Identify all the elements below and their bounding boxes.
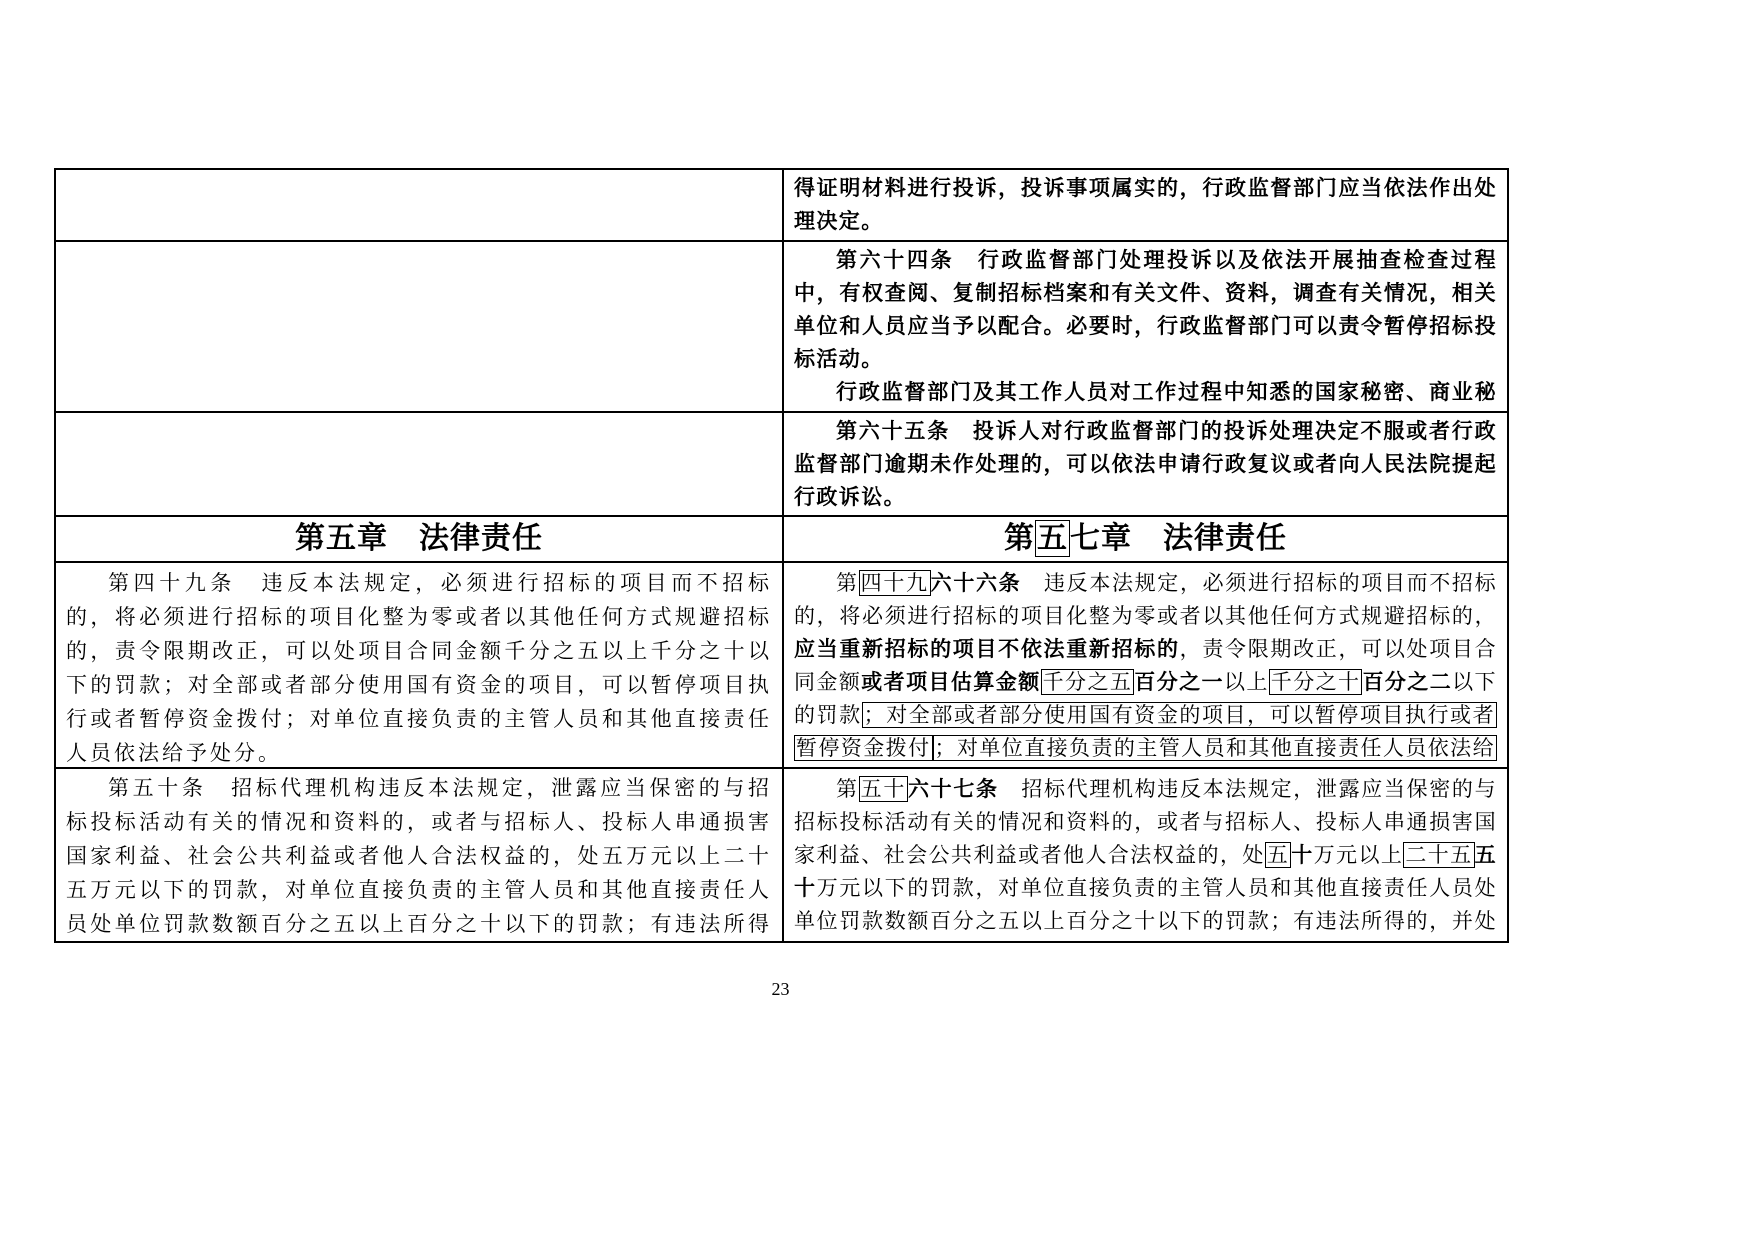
- text-segment: 招标代理机构违反本法规定，泄露应当保密的与招标投标活动有关的情况和资料的，或者与招标人、投标人串通损害国家利益、社会公共利益或者他人合法权益的，处: [794, 777, 1497, 867]
- cell-content: [794, 567, 1497, 765]
- original-text-cell: [55, 516, 783, 562]
- article-paragraph: [66, 771, 772, 937]
- cell-content: [794, 244, 1497, 409]
- amended-text-cell: [783, 516, 1508, 562]
- text-segment: 第五章 法律责任: [295, 521, 543, 556]
- article-paragraph: [794, 567, 1497, 765]
- original-text-cell: [55, 768, 783, 942]
- cell-content: [66, 566, 772, 764]
- boxed-deleted-text: 五十: [860, 777, 906, 801]
- text-segment: 得证明材料进行投诉，投诉事项属实的，行政监督部门应当依法作出处理决定。: [794, 176, 1497, 233]
- table-row: [55, 241, 1508, 412]
- text-segment: 行政监督部门及其工作人员对工作过程中知悉的国家秘密、商业秘: [836, 380, 1497, 404]
- boxed-deleted-text: 五: [1037, 521, 1068, 556]
- table-row: [55, 562, 1508, 768]
- original-text-cell: [55, 169, 783, 241]
- amended-text-cell: [783, 562, 1508, 768]
- text-segment: 以下的罚款: [794, 670, 1497, 727]
- page-number: 23: [771, 979, 790, 999]
- boxed-deleted-text: 五: [1266, 843, 1290, 867]
- article-paragraph: [794, 415, 1497, 513]
- table-row: [55, 768, 1508, 942]
- boxed-deleted-text: 千分之十: [1270, 670, 1361, 694]
- boxed-deleted-text: ；对单位直接负责的主管人员和其他直接责任人员依法给: [794, 735, 1497, 765]
- cell-content: [66, 518, 772, 560]
- article-paragraph: [794, 244, 1497, 376]
- text-segment: 第四十九条 违反本法规定，必须进行招标的项目而不招标的，将必须进行招标的项目化整为零或者以其他任何方式规避招标的，责令限期改正，可以处项目合同金额千分之五以上千分之十以下的罚款；对全部或者部分使用国有资金的项目，可以暂停项目执行或者暂停资金拨付；对单位直接负责的主管人员和其他直接责任人员依法给予处分。: [66, 571, 772, 764]
- amended-text-cell: [783, 169, 1508, 241]
- article-paragraph: [66, 566, 772, 764]
- original-text-cell: [55, 241, 783, 412]
- text-segment: 第六十五条 投诉人对行政监督部门的投诉处理决定不服或者行政监督部门逾期未作处理的，可以依法申请行政复议或者向人民法院提起行政诉讼。: [794, 419, 1497, 509]
- text-segment: 第五十条 招标代理机构违反本法规定，泄露应当保密的与招标投标活动有关的情况和资料的，或者与招标人、投标人串通损害国家利益、社会公共利益或者他人合法权益的，处五万元以上二十五万元以下的罚款，对单位直接负责的主管人员和其他直接责任人员处单位罚款数额百分之五以上百分之十以下的罚款；有违法所得: [66, 776, 772, 936]
- table-row: [55, 412, 1508, 516]
- boxed-deleted-text: 二十五: [1405, 843, 1473, 867]
- amended-text-cell: [783, 768, 1508, 942]
- cell-content: [794, 518, 1497, 560]
- bold-amended-text: 百分之二: [1362, 670, 1453, 694]
- bold-amended-text: 六十七条: [908, 777, 999, 801]
- table-row: [55, 516, 1508, 562]
- bold-amended-text: 应当重新招标的项目不依法重新招标的: [794, 637, 1180, 661]
- bold-amended-text: 六十六条: [930, 571, 1022, 595]
- bold-amended-text: 十: [1291, 843, 1314, 867]
- text-segment: 第: [836, 571, 859, 595]
- original-text-cell: [55, 412, 783, 516]
- article-paragraph: [794, 376, 1497, 409]
- boxed-deleted-text: 四十九: [860, 571, 929, 595]
- amended-text-cell: [783, 412, 1508, 516]
- table-row: [55, 169, 1508, 241]
- article-paragraph: [66, 518, 772, 560]
- comparison-table: [54, 168, 1509, 943]
- text-segment: 违反本法规定，必须进行招标的项目而不招标的，将必须进行招标的项目化整为零或者以其他任何方式规避招标的，: [794, 571, 1497, 628]
- article-paragraph: [794, 773, 1497, 939]
- text-segment: 万元以下的罚款，对单位直接负责的主管人员和其他直接责任人员处单位罚款数额百分之五以上百分之十以下的罚款；有违法所得的，并处: [794, 876, 1497, 933]
- text-segment: 第: [1004, 521, 1035, 556]
- article-paragraph: [794, 518, 1497, 560]
- text-segment: 万元以上: [1313, 843, 1404, 867]
- text-segment: 第: [836, 777, 859, 801]
- cell-content: [794, 172, 1497, 238]
- comparison-table-body: [55, 169, 1508, 942]
- bold-amended-text: 百分之一: [1134, 670, 1224, 694]
- text-segment: 以上: [1223, 670, 1269, 694]
- cell-content: [794, 773, 1497, 939]
- text-segment: ，责令限期改正，可以处项目合同金额: [794, 637, 1497, 694]
- bold-amended-text: 五十: [794, 843, 1497, 900]
- boxed-deleted-text: 千分之五: [1042, 670, 1133, 694]
- bold-amended-text: 或者项目估算金额: [861, 670, 1041, 694]
- amended-text-cell: [783, 241, 1508, 412]
- article-paragraph: [794, 172, 1497, 238]
- cell-content: [66, 771, 772, 937]
- text-segment: 第六十四条 行政监督部门处理投诉以及依法开展抽查检查过程中，有权查阅、复制招标档案和有关文件、资料，调查有关情况，相关单位和人员应当予以配合。必要时，行政监督部门可以责令暂停招标投标活动。: [794, 248, 1497, 371]
- cell-content: [794, 415, 1497, 513]
- original-text-cell: [55, 562, 783, 768]
- boxed-deleted-text: ；对全部或者部分使用国有资金的项目，可以暂停项目执行或者暂停资金拨付: [796, 703, 1496, 760]
- text-segment: 七章 法律责任: [1070, 521, 1287, 556]
